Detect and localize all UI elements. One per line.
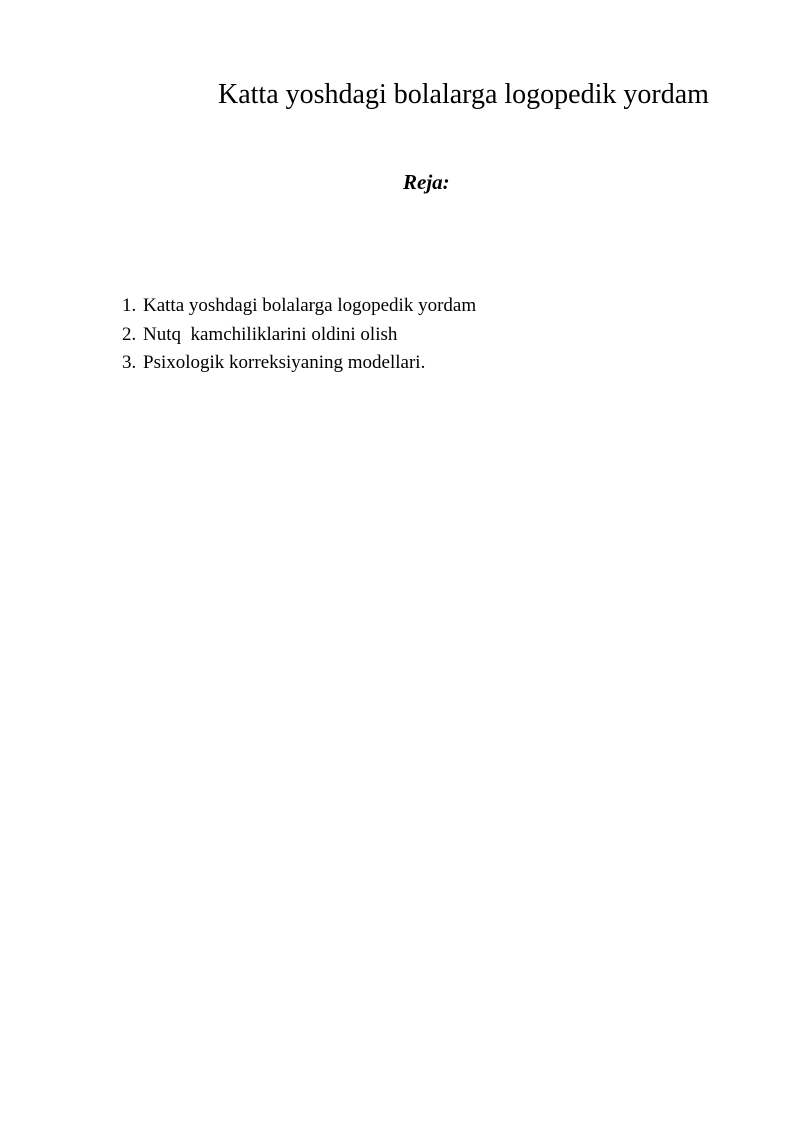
plan-item — [122, 321, 476, 350]
plan-item-text: Psixologik korreksiyaning modellari. — [143, 352, 426, 373]
plan-list — [122, 292, 476, 378]
plan-heading: Reja: — [403, 170, 450, 194]
plan-item-text: Katta yoshdagi bolalarga logopedik yordam — [143, 295, 477, 316]
plan-item-number: 3. — [122, 352, 137, 373]
plan-item-number: 2. — [122, 323, 137, 345]
document-title: Katta yoshdagi bolalarga logopedik yordam — [218, 79, 709, 110]
plan-item-text: Nutq kamchiliklarini oldini olish — [143, 323, 398, 345]
plan-item — [122, 292, 476, 321]
plan-item-number: 1. — [122, 295, 137, 316]
plan-item — [122, 349, 476, 378]
